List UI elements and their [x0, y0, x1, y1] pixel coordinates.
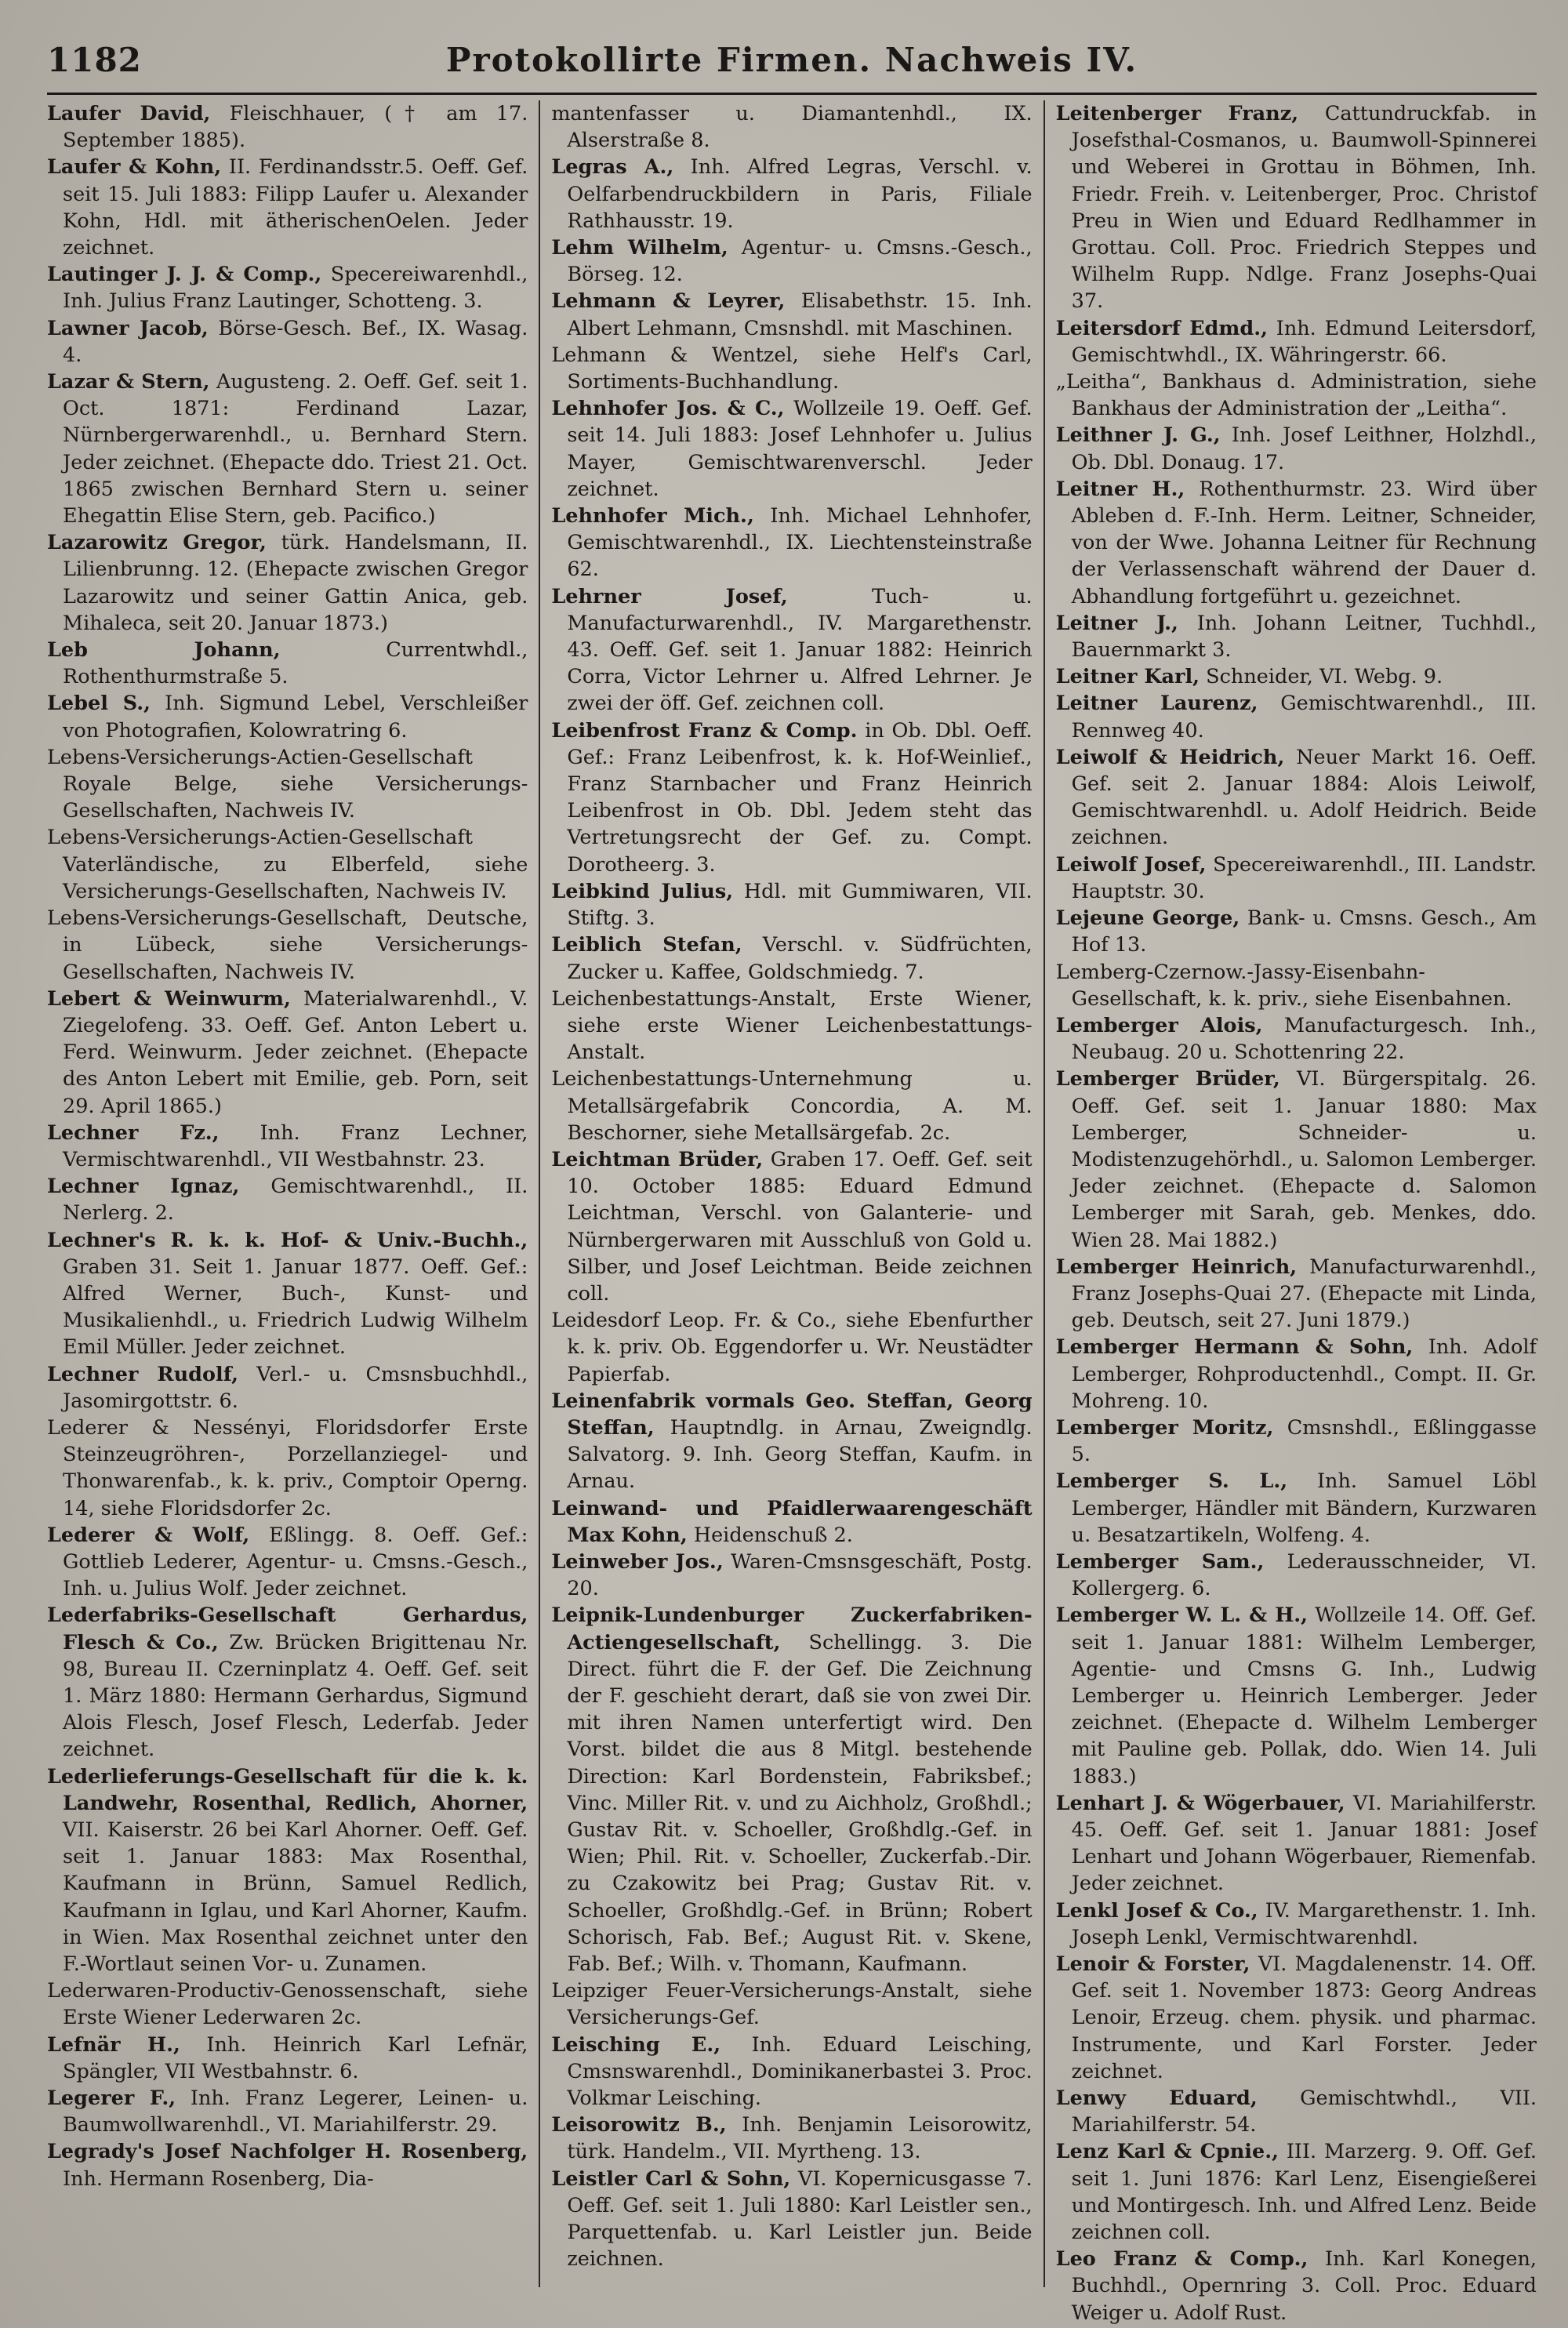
- entry-text: Heidenschuß 2.: [687, 1523, 853, 1547]
- directory-entry: [47, 1173, 528, 1226]
- entry-text: Inh. Eduard Leisching, Cmsnswarenhdl., Dominikanerbastei 3. Proc. Volkmar Leisching.: [567, 2032, 1033, 2111]
- entry-text: Lederausschneider, VI. Kollergerg. 6.: [1071, 1549, 1537, 1601]
- directory-entry: [1056, 852, 1537, 905]
- directory-entry: [47, 1978, 528, 2031]
- directory-entry: [551, 878, 1032, 932]
- firm-name: Lenkl Josef & Co.,: [1055, 1898, 1258, 1923]
- column-2: [539, 100, 1043, 2287]
- entry-text: Bank- u. Cmsns. Gesch., Am Hof 13.: [1071, 906, 1537, 957]
- entry-text: Graben 31. Seit 1. Januar 1877. Oeff. Gef.: Alfred Werner, Buch-, Kunst- und Musikalienhdl., u. Friedrich Ludwig Wilhelm Emil Müller. Jeder zeichnet.: [63, 1255, 528, 1360]
- directory-entry: [47, 1522, 528, 1603]
- firm-name: Leinwand- und Pfaidlerwaarengeschäft Max Kohn,: [551, 1496, 1033, 1547]
- entry-text: Augusteng. 2. Oeff. Gef. seit 1. Oct. 1871: Ferdinand Lazar, Nürnbergerwarenhdl., u. Bernhard Stern. Jeder zeichnet. (Ehepacte ddo. Triest 21. Oct. 1865 zwischen Bernhard Stern u. seiner Ehegattin Elise Stern, geb. Pacifico.): [63, 370, 528, 528]
- entry-text: Graben 17. Oeff. Gef. seit 10. October 1885: Eduard Edmund Leichtman, Verschl. von Galanterie- und Nürnbergerwaren mit Ausschluß von Gold u. Silber, und Josef Leichtman. Beide zeichnen coll.: [567, 1147, 1033, 1306]
- entry-text: Gemischtwarenhdl., III. Rennweg 40.: [1071, 692, 1537, 743]
- firm-name: Leiwolf & Heidrich,: [1055, 745, 1285, 769]
- directory-entry: [1056, 1334, 1537, 1415]
- entry-text: Verschl. v. Südfrüchten, Zucker u. Kaffee, Goldschmiedg. 7.: [567, 933, 1033, 984]
- firm-name: Lenwy Eduard,: [1055, 2086, 1258, 2111]
- entry-text: Cattundruckfab. in Josefsthal-Cosmanos, u. Baumwoll-Spinnerei und Weberei in Grottau in Böhmen, Inh. Friedr. Freih. v. Leitenberger, Proc. Christof Preu in Wien und Eduard Redlhammer in Grottau. Coll. Proc. Friedrich Steppes und Wilhelm Rupp. Ndlge. Franz Josephs-Quai 37.: [1071, 102, 1537, 314]
- entry-text: Gemischtwarenhdl., II. Nerlerg. 2.: [63, 1175, 528, 1226]
- directory-entry: [47, 905, 528, 986]
- firm-name: Leitenberger Franz,: [1055, 102, 1299, 125]
- firm-name: Lemberger Hermann & Sohn,: [1055, 1335, 1414, 1360]
- directory-entry: [1056, 2085, 1537, 2138]
- directory-entry: [551, 2032, 1032, 2112]
- directory-entry: [47, 824, 528, 905]
- directory-entry: [551, 2166, 1032, 2273]
- firm-name: Leichtman Brüder,: [551, 1147, 764, 1171]
- directory-entry: [1056, 663, 1537, 690]
- directory-entry: [551, 100, 1032, 154]
- firm-name: Leitner Laurenz,: [1055, 692, 1258, 716]
- entry-text: Inh. Samuel Löbl Lemberger, Händler mit Bändern, Kurzwaren u. Besatzartikeln, Wolfeng. 4.: [1071, 1469, 1537, 1547]
- entry-text: Rothenthurmstr. 23. Wird über Ableben d. F.-Inh. Herm. Leitner, Schneider, von der Wwe. Johanna Leitner für Rechnung der Verlassenschaft während der Dauer d. Abhandlung fortgeführt u. gezeichnet.: [1071, 477, 1537, 608]
- firm-name: Legerer F.,: [47, 2086, 176, 2111]
- entry-text: „Leitha“, Bankhaus d. Administration, siehe Bankhaus der Administration der „Leitha“.: [1055, 370, 1537, 421]
- entry-text: Inh. Franz Lechner, Vermischtwarenhdl., VII Westbahnstr. 23.: [63, 1120, 528, 1171]
- entry-text: Materialwarenhdl., V. Ziegelofeng. 33. Oeff. Gef. Anton Lebert u. Ferd. Weinwurm. Jeder zeichnet. (Ehepacte des Anton Lebert mit Emilie, geb. Porn, seit 29. April 1865.): [63, 986, 528, 1118]
- directory-entry: [551, 342, 1032, 395]
- firm-name: Lemberger Brüder,: [1055, 1067, 1280, 1091]
- firm-name: Leipnik-Lundenburger Zuckerfabriken-Actiengesellschaft,: [551, 1603, 1033, 1654]
- entry-text: Elisabethstr. 15. Inh. Albert Lehmann, Cmsnshdl. mit Maschinen.: [567, 289, 1033, 340]
- entry-text: mantenfasser u. Diamantenhdl., IX. Alserstraße 8.: [551, 102, 1033, 153]
- entry-text: Neuer Markt 16. Oeff. Gef. seit 2. Januar 1884: Alois Leiwolf, Gemischtwarenhdl. u. Adolf Heidrich. Beide zeichnen.: [1071, 745, 1537, 850]
- directory-entry: [551, 1978, 1032, 2031]
- entry-text: Inh. Heinrich Karl Lefnär, Spängler, VII Westbahnstr. 6.: [63, 2032, 528, 2083]
- directory-entry: [551, 1495, 1032, 1549]
- directory-entry: [47, 744, 528, 825]
- entry-text: Lehmann & Wentzel, siehe Helf's Carl, Sortiments-Buchhandlung.: [551, 343, 1033, 394]
- directory-entry: [1056, 959, 1537, 1012]
- firm-name: Legras A.,: [551, 155, 674, 180]
- entry-text: Inh. Franz Legerer, Leinen- u. Baumwollwarenhdl., VI. Mariahilferstr. 29.: [63, 2086, 528, 2137]
- firm-name: Laufer David,: [47, 102, 211, 125]
- directory-entry: [47, 315, 528, 369]
- directory-entry: [1056, 1951, 1537, 2085]
- firm-name: Lenhart J. & Wögerbauer,: [1055, 1791, 1345, 1815]
- entry-text: Inh. Alfred Legras, Verschl. v. Oelfarbendruckbildern in Paris, Filiale Rathhausstr. 19.: [567, 155, 1033, 233]
- entry-text: Lederwaren-Productiv-Genossenschaft, siehe Erste Wiener Lederwaren 2c.: [47, 1979, 528, 2030]
- directory-entry: [47, 690, 528, 743]
- entry-text: VII. Kaiserstr. 26 bei Karl Ahorner. Oeff. Gef. seit 1. Januar 1883: Max Rosenthal, Kaufmann in Brünn, Samuel Redlich, Kaufmann in Iglau, und Karl Ahorner, Kaufm. in Wien. Max Rosenthal zeichnet unter den F.-Wortlaut seinen Vor- u. Zunamen.: [63, 1818, 528, 1977]
- directory-entry: [551, 1146, 1032, 1307]
- entry-text: Leidesdorf Leop. Fr. & Co., siehe Ebenfurther k. k. priv. Ob. Eggendorfer u. Wr. Neustädter Papierfab.: [551, 1309, 1033, 1386]
- firm-name: Lemberger W. L. & H.,: [1055, 1603, 1308, 1628]
- directory-entry: [551, 986, 1032, 1066]
- entry-text: Verl.- u. Cmsnsbuchhdl., Jasomirgottstr. 6.: [63, 1362, 528, 1413]
- header-rule: [47, 93, 1537, 95]
- entry-text: VI. Kopernicusgasse 7. Oeff. Gef. seit 1. Juli 1880: Karl Leistler sen., Parquettenfab. u. Karl Leistler jun. Beide zeichnen.: [567, 2166, 1033, 2272]
- directory-entry: [47, 1602, 528, 1763]
- directory-entry: [47, 261, 528, 314]
- directory-entry: [1056, 744, 1537, 852]
- firm-name: Leibenfrost Franz & Comp.: [551, 718, 858, 743]
- entry-text: Specereiwarenhdl., III. Landstr. Hauptstr. 30.: [1071, 852, 1537, 903]
- page-header: [47, 41, 1537, 88]
- entry-text: Leichenbestattungs-Anstalt, Erste Wiener, siehe erste Wiener Leichenbestattungs-Anstalt.: [551, 986, 1033, 1065]
- entry-text: Lebens-Versicherungs-Actien-Gesellschaft Vaterländische, zu Elberfeld, siehe Versicherungs-Gesellschaften, Nachweis IV.: [47, 826, 528, 903]
- entry-text: Cmsnshdl., Eßlinggasse 5.: [1071, 1415, 1537, 1467]
- entry-text: Waren-Cmsnsgeschäft, Postg. 20.: [567, 1549, 1033, 1601]
- entry-text: Leipziger Feuer-Versicherungs-Anstalt, siehe Versicherungs-Gef.: [551, 1979, 1033, 2030]
- firm-name: Lederlieferungs-Gesellschaft für die k. k. Landwehr, Rosenthal, Redlich, Ahorner,: [47, 1764, 528, 1815]
- entry-text: Inh. Josef Leithner, Holzhdl., Ob. Dbl. Donaug. 17.: [1071, 423, 1537, 474]
- entry-text: Lebens-Versicherungs-Actien-Gesellschaft Royale Belge, siehe Versicherungs-Gesellschaften, Nachweis IV.: [47, 745, 528, 823]
- firm-name: Leitner H.,: [1055, 477, 1185, 501]
- directory-entry: [47, 1361, 528, 1415]
- firm-name: Lazarowitz Gregor,: [47, 531, 267, 555]
- entry-text: Fleischhauer, († am 17. September 1885).: [63, 102, 528, 153]
- entry-text: II. Ferdinandsstr.5. Oeff. Gef. seit 15. Juli 1883: Filipp Laufer u. Alexander Kohn, Hdl. mit ätherischenOelen. Jeder zeichnet.: [63, 155, 528, 260]
- directory-entry: [1056, 1898, 1537, 1951]
- firm-name: Leinweber Jos.,: [551, 1549, 724, 1574]
- directory-entry: [1056, 610, 1537, 663]
- entry-text: Schellingg. 3. Die Direct. führt die F. der Gef. Die Zeichnung der F. geschieht derart, daß sie von zwei Dir. mit ihren Namen unterfertigt wird. Den Vorst. bildet die aus 8 Mitgl. bestehende Direction: Karl Bordenstein, Fabriksbef.; Vinc. Miller Rit. v. und zu Aichholz, Großhdl.; Gustav Rit. v. Schoeller, Großhdlg.-Gef. in Wien; Phil. Rit. v. Schoeller, Zuckerfab.-Dir. zu Czakowitz bei Prag; Gustav Rit. v. Schoeller, Großhdlg.-Gef. in Brünn; Robert Schorisch, Fab. Bef.; August Rit. v. Skene, Fab. Bef.; Wilh. v. Thomann, Kaufmann.: [567, 1630, 1033, 1977]
- entry-text: Inh. Hermann Rosenberg, Dia-: [63, 2166, 374, 2191]
- directory-entry: [1056, 476, 1537, 610]
- directory-entry: [1056, 1012, 1537, 1066]
- directory-entry: [551, 395, 1032, 503]
- directory-entry: [47, 1415, 528, 1522]
- directory-entry: [47, 100, 528, 154]
- entry-text: Inh. Johann Leitner, Tuchhdl., Bauernmarkt 3.: [1071, 611, 1537, 663]
- firm-name: Leitner Karl,: [1055, 665, 1200, 689]
- directory-entry: [1056, 1254, 1537, 1335]
- entry-text: Börse-Gesch. Bef., IX. Wasag. 4.: [63, 316, 528, 367]
- entry-text: Manufacturgesch. Inh., Neubaug. 20 u. Schottenring 22.: [1071, 1013, 1537, 1065]
- directory-entry: [551, 503, 1032, 583]
- directory-entry: [1056, 315, 1537, 369]
- firm-name: Lawner Jacob,: [47, 316, 209, 340]
- entry-text: Lebens-Versicherungs-Gesellschaft, Deutsche, in Lübeck, siehe Versicherungs-Gesellschaften, Nachweis IV.: [47, 906, 528, 984]
- firm-name: Leiwolf Josef,: [1055, 852, 1207, 877]
- firm-name: Lechner Rudolf,: [47, 1362, 238, 1386]
- directory-entry: [551, 1066, 1032, 1146]
- firm-name: Leithner J. G.,: [1055, 423, 1221, 448]
- entry-text: Specereiwarenhdl., Inh. Julius Franz Lautinger, Schotteng. 3.: [63, 263, 528, 314]
- entry-text: Wollzeile 14. Off. Gef. seit 1. Januar 1881: Wilhelm Lemberger, Agentie- und Cmsns G. Inh., Ludwig Lemberger u. Heinrich Lemberger. Jeder zeichnet. (Ehepacte d. Wilhelm Lemberger mit Pauline geb. Pollak, ddo. Wien 14. Juli 1883.): [1071, 1603, 1537, 1789]
- directory-entry: [47, 986, 528, 1120]
- firm-name: Legrady's Josef Nachfolger H. Rosenberg,: [47, 2140, 528, 2164]
- directory-entry: [1056, 422, 1537, 475]
- directory-entry: [551, 1388, 1032, 1495]
- directory-entry: [47, 1227, 528, 1361]
- firm-name: Leisorowitz B.,: [551, 2113, 727, 2137]
- directory-entry: [1056, 1790, 1537, 1898]
- entry-text: Eßlingg. 8. Oeff. Gef.: Gottlieb Lederer, Agentur- u. Cmsns.-Gesch., Inh. u. Julius Wolf. Jeder zeichnet.: [63, 1523, 528, 1601]
- columns: [47, 100, 1537, 2325]
- entry-text: IV. Margarethenstr. 1. Inh. Joseph Lenkl, Vermischtwarenhdl.: [1071, 1898, 1537, 1949]
- firm-name: Lechner's R. k. k. Hof- & Univ.-Buchh.,: [47, 1228, 528, 1252]
- firm-name: Leisching E.,: [551, 2032, 721, 2057]
- entry-text: türk. Handelsmann, II. Lilienbrunng. 12. (Ehepacte zwischen Gregor Lazarowitz und seiner Gattin Anica, geb. Mihaleca, seit 20. Januar 1873.): [63, 531, 528, 635]
- directory-entry: [551, 1549, 1032, 1602]
- firm-name: Lebel S.,: [47, 692, 151, 716]
- firm-name: Leitner J.,: [1055, 611, 1178, 635]
- entry-text: Tuch- u. Manufacturwarenhdl., IV. Margarethenstr. 43. Oeff. Gef. seit 1. Januar 1882: Heinrich Corra, Victor Lehrner u. Alfred Lehrner. Je zwei der öff. Gef. zeichnen coll.: [567, 584, 1033, 716]
- firm-name: Lejeune George,: [1055, 906, 1240, 931]
- firm-name: Laufer & Kohn,: [47, 155, 222, 180]
- column-1: [47, 100, 539, 2287]
- firm-name: Lederfabriks-Gesellschaft Gerhardus, Flesch & Co.,: [47, 1603, 528, 1654]
- firm-name: Lenoir & Forster,: [1055, 1952, 1250, 1977]
- directory-entry: [47, 369, 528, 529]
- directory-entry: [551, 932, 1032, 985]
- directory-entry: [1056, 690, 1537, 743]
- directory-entry: [47, 1763, 528, 1978]
- entry-text: Schneider, VI. Webg. 9.: [1200, 665, 1443, 689]
- firm-name: Lehm Wilhelm,: [551, 236, 728, 260]
- firm-name: Leb Johann,: [47, 638, 281, 663]
- directory-entry: [47, 637, 528, 690]
- entry-text: Inh. Benjamin Leisorowitz, türk. Handelm., VII. Myrtheng. 13.: [567, 2113, 1033, 2164]
- directory-entry: [551, 2112, 1032, 2165]
- firm-name: Leinenfabrik vormals Geo. Steffan, Georg Steffan,: [551, 1389, 1033, 1440]
- entry-text: Inh. Adolf Lemberger, Rohproductenhdl., Compt. II. Gr. Mohreng. 10.: [1071, 1335, 1537, 1413]
- directory-entry: [1056, 2138, 1537, 2246]
- entry-text: VI. Mariahilferstr. 45. Oeff. Gef. seit 1. Januar 1881: Josef Lenhart und Johann Wögerbauer, Riemenfab. Jeder zeichnet.: [1071, 1791, 1537, 1896]
- entry-text: Hauptndlg. in Arnau, Zweigndlg. Salvatorg. 9. Inh. Georg Steffan, Kaufm. in Arnau.: [567, 1415, 1033, 1494]
- entry-text: Lederer & Nessényi, Floridsdorfer Erste Steinzeugröhren-, Porzellanziegel- und Thonwarenfab., k. k. priv., Comptoir Operng. 14, siehe Floridsdorfer 2c.: [47, 1415, 528, 1520]
- firm-name: Lehmann & Leyrer,: [551, 289, 786, 314]
- firm-name: Lemberger Alois,: [1055, 1013, 1263, 1037]
- entry-text: VI. Bürgerspitalg. 26. Oeff. Gef. seit 1. Januar 1880: Max Lemberger, Schneider- u. Modistenzugehörhdl., u. Salomon Lemberger. Jeder zeichnet. (Ehepacte d. Salomon Lemberger mit Sarah, geb. Menkes, ddo. Wien 28. Mai 1882.): [1071, 1067, 1537, 1252]
- directory-entry: [47, 154, 528, 261]
- directory-entry: [1056, 905, 1537, 958]
- entry-text: Leichenbestattungs-Unternehmung u. Metallsärgefabrik Concordia, A. M. Beschorner, siehe Metallsärgefab. 2c.: [551, 1067, 1033, 1145]
- firm-name: Lautinger J. J. & Comp.,: [47, 263, 322, 287]
- firm-name: Lefnär H.,: [47, 2032, 180, 2057]
- entry-text: Inh. Karl Konegen, Buchhdl., Opernring 3. Coll. Proc. Eduard Weiger u. Adolf Rust.: [1071, 2247, 1537, 2325]
- entry-text: Gemischtwhdl., VII. Mariahilferstr. 54.: [1071, 2086, 1537, 2137]
- firm-name: Lazar & Stern,: [47, 370, 210, 394]
- firm-name: Lehnhofer Mich.,: [551, 504, 754, 528]
- entry-text: Inh. Michael Lehnhofer, Gemischtwarenhdl., IX. Liechtensteinstraße 62.: [567, 504, 1033, 582]
- firm-name: Lebert & Weinwurm,: [47, 986, 291, 1011]
- running-title: Protokollirte Firmen. Nachweis IV.: [445, 41, 1138, 79]
- directory-entry: [47, 529, 528, 637]
- firm-name: Leiblich Stefan,: [551, 933, 742, 957]
- entry-text: Hdl. mit Gummiwaren, VII. Stiftg. 3.: [567, 879, 1033, 931]
- entry-text: Manufacturwarenhdl., Franz Josephs-Quai 27. (Ehepacte mit Linda, geb. Deutsch, seit 27. Juni 1879.): [1071, 1255, 1537, 1333]
- firm-name: Lemberger Sam.,: [1055, 1549, 1265, 1574]
- firm-name: Lehrner Josef,: [551, 584, 788, 608]
- entry-text: Currentwhdl., Rothenthurmstraße 5.: [63, 638, 528, 689]
- firm-name: Leistler Carl & Sohn,: [551, 2166, 791, 2191]
- directory-entry: [551, 1602, 1032, 1978]
- firm-name: Leo Franz & Comp.,: [1055, 2247, 1308, 2272]
- directory-entry: [47, 2085, 528, 2138]
- firm-name: Lechner Ignaz,: [47, 1175, 240, 1199]
- directory-entry: [1056, 1468, 1537, 1549]
- directory-entry: [1056, 369, 1537, 422]
- firm-name: Leibkind Julius,: [551, 879, 734, 903]
- directory-entry: [551, 583, 1032, 717]
- firm-name: Lechner Fz.,: [47, 1120, 220, 1145]
- directory-entry: [47, 2032, 528, 2085]
- column-3: [1044, 100, 1537, 2325]
- directory-entry: [1056, 1549, 1537, 1602]
- directory-entry: [551, 1307, 1032, 1388]
- entry-text: Inh. Edmund Leitersdorf, Gemischtwhdl., IX. Währingerstr. 66.: [1071, 316, 1537, 367]
- entry-text: Lemberg-Czernow.-Jassy-Eisenbahn-Gesellschaft, k. k. priv., siehe Eisenbahnen.: [1055, 960, 1512, 1011]
- firm-name: Lederer & Wolf,: [47, 1523, 250, 1547]
- directory-entry: [1056, 100, 1537, 315]
- entry-text: III. Marzerg. 9. Off. Gef. seit 1. Juni 1876: Karl Lenz, Eisengießerei und Montirgesch. Inh. und Alfred Lenz. Beide zeichnen coll.: [1071, 2140, 1537, 2245]
- entry-text: Wollzeile 19. Oeff. Gef. seit 14. Juli 1883: Josef Lehnhofer u. Julius Mayer, Gemischtwarenverschl. Jeder zeichnet.: [567, 397, 1033, 501]
- directory-entry: [47, 2138, 528, 2192]
- entry-text: Inh. Sigmund Lebel, Verschleißer von Photografien, Kolowratring 6.: [63, 692, 528, 743]
- entry-text: VI. Magdalenenstr. 14. Off. Gef. seit 1. November 1873: Georg Andreas Lenoir, Erzeug. chem. physik. und pharmac. Instrumente, und Karl Forster. Jeder zeichnet.: [1071, 1952, 1537, 2083]
- directory-entry: [1056, 2246, 1537, 2326]
- directory-entry: [551, 717, 1032, 878]
- firm-name: Lemberger Heinrich,: [1055, 1255, 1298, 1279]
- directory-entry: [551, 288, 1032, 341]
- firm-name: Lemberger Moritz,: [1055, 1415, 1274, 1440]
- directory-entry: [551, 154, 1032, 234]
- directory-entry: [1056, 1602, 1537, 1789]
- directory-entry: [47, 1120, 528, 1173]
- firm-name: Lemberger S. L.,: [1055, 1469, 1288, 1494]
- entry-text: Zw. Brücken Brigittenau Nr. 98, Bureau II. Czerninplatz 4. Oeff. Gef. seit 1. März 1880: Hermann Gerhardus, Sigmund Alois Flesch, Josef Flesch, Lederfab. Jeder zeichnet.: [63, 1630, 528, 1762]
- page-number: 1182: [47, 41, 142, 79]
- directory-entry: [551, 234, 1032, 288]
- entry-text: Agentur- u. Cmsns.-Gesch., Börseg. 12.: [567, 236, 1033, 287]
- directory-entry: [1056, 1415, 1537, 1468]
- firm-name: Lenz Karl & Cpnie.,: [1055, 2140, 1279, 2164]
- firm-name: Lehnhofer Jos. & C.,: [551, 397, 785, 421]
- firm-name: Leitersdorf Edmd.,: [1055, 316, 1268, 340]
- directory-entry: [1056, 1066, 1537, 1253]
- entry-text: in Ob. Dbl. Oeff. Gef.: Franz Leibenfrost, k. k. Hof-Weinlief., Franz Starnbacher und Franz Heinrich Leibenfrost in Ob. Dbl. Jedem steht das Vertretungsrecht der Gef. zu. Compt. Dorotheerg. 3.: [567, 718, 1033, 877]
